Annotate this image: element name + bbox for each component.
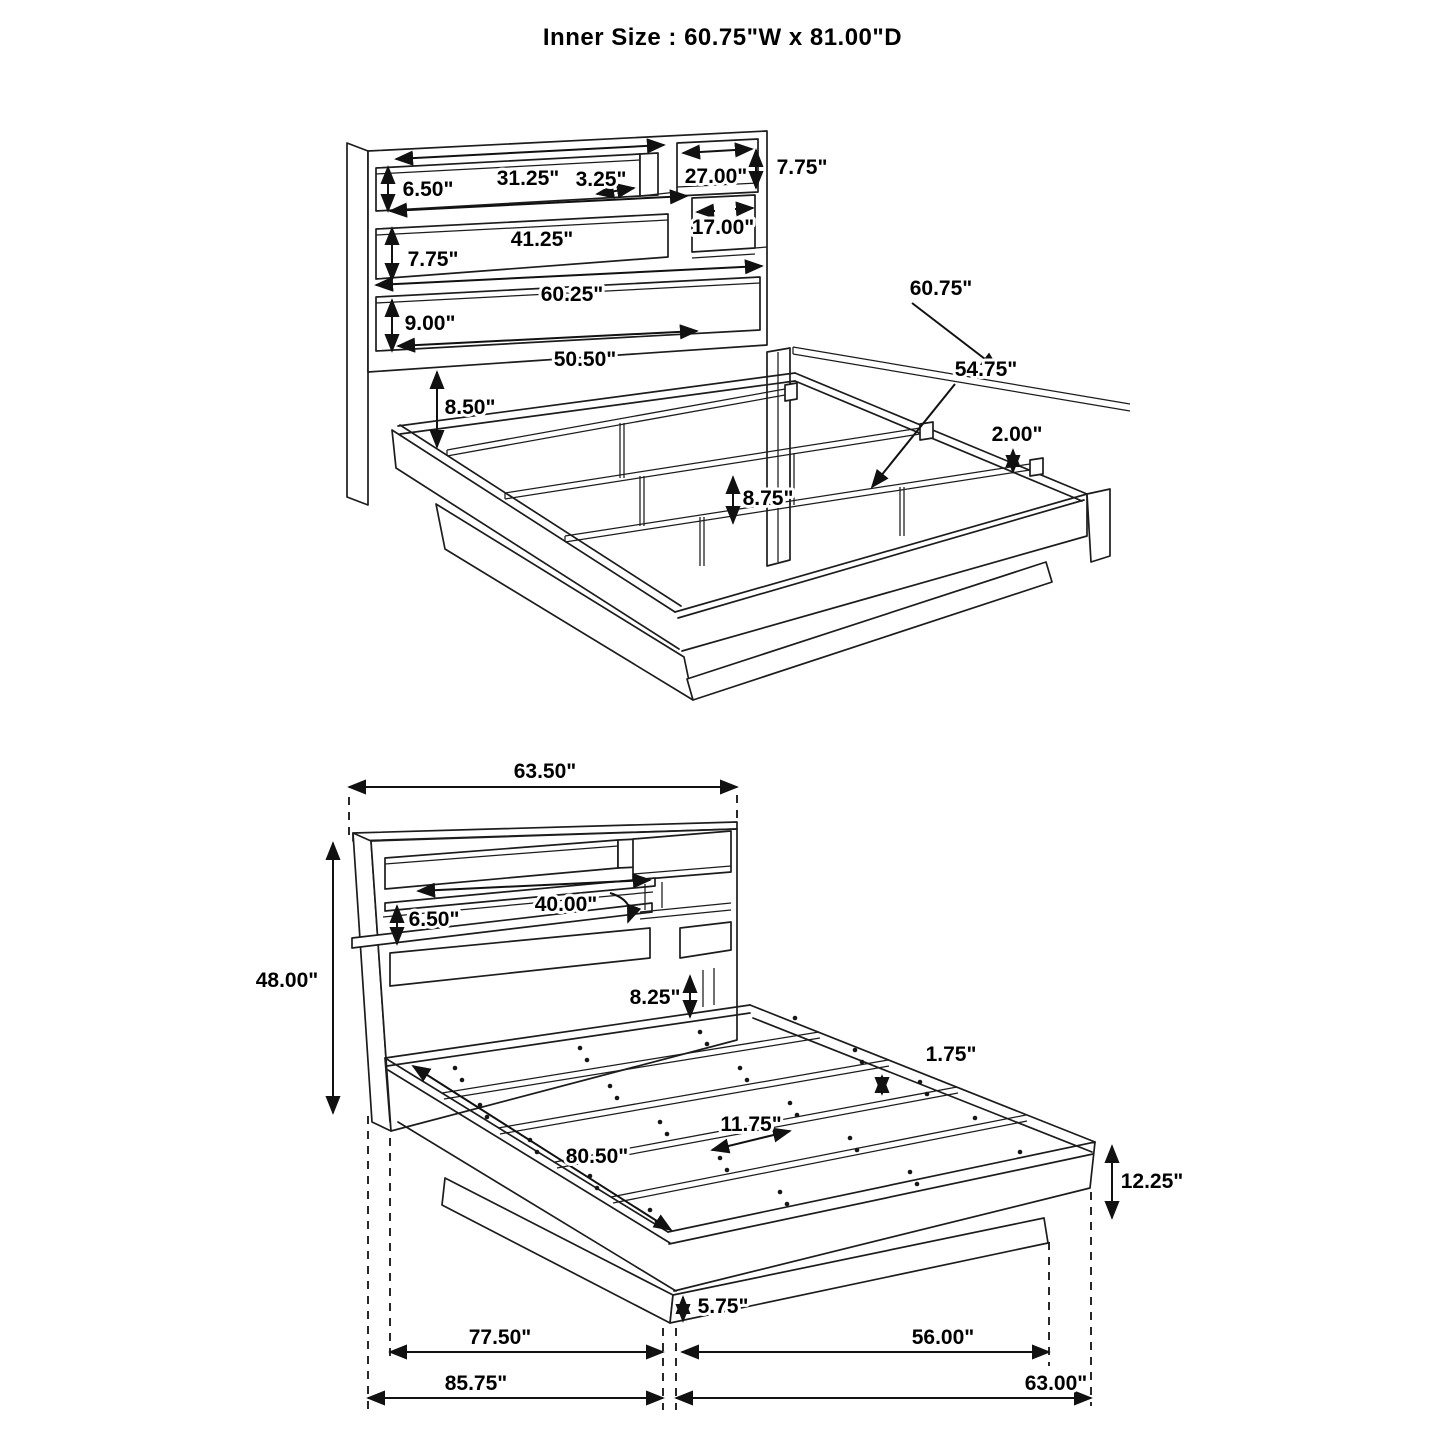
dim-label-overall-length: 85.75" — [444, 1372, 508, 1395]
dim-platform-base-length — [390, 1326, 663, 1352]
dim-side-rail-lip — [882, 1043, 976, 1094]
dim-label-shelf1-width: 31.25" — [496, 167, 560, 190]
dim-label-shelf2-height: 7.75" — [407, 248, 459, 271]
dim-inner-width — [910, 277, 998, 369]
dim-shelf1-divider — [576, 168, 634, 194]
dim-label-inner-width: 60.75" — [909, 277, 973, 300]
dim-label-side-rail-thickness: 2.00" — [991, 423, 1043, 446]
dim-label-support-rail-length: 54.75" — [954, 358, 1018, 381]
dim-label-headboard-gap-height: 8.50" — [444, 396, 496, 419]
dim-label-shelf2-width: 41.25" — [510, 228, 574, 251]
dim-label-shelf1-height: 6.50" — [402, 178, 454, 201]
dim-label-platform-height: 12.25" — [1120, 1170, 1184, 1193]
dim-label-cubby1-height: 7.75" — [776, 156, 828, 179]
dim-label-shelf-opening-height: 6.50" — [408, 908, 460, 931]
dim-overall-length — [368, 1372, 663, 1398]
dim-label-slat-spacing: 11.75" — [720, 1113, 782, 1136]
top-perspective-view — [347, 131, 1130, 700]
dim-label-cubby2-width: 17.00" — [691, 216, 755, 239]
dim-label-headboard-height: 48.00" — [255, 969, 319, 992]
dim-platform-height — [1112, 1146, 1183, 1218]
dim-label-platform-base-length: 77.50" — [468, 1326, 532, 1349]
headboard-structure-bottom — [352, 822, 737, 1131]
bottom-perspective-view — [256, 760, 1184, 1410]
dim-label-headboard-panel-width: 60.25" — [540, 283, 604, 306]
dim-label-headboard-width: 63.50" — [513, 760, 577, 783]
dim-platform-width — [682, 1326, 1049, 1352]
dim-headboard-width — [349, 760, 737, 787]
dim-headboard-height — [256, 843, 333, 1113]
dim-label-platform-length: 80.50" — [565, 1145, 629, 1168]
dim-label-platform-width: 56.00" — [911, 1326, 975, 1349]
dim-headboard-gap-height — [437, 372, 495, 447]
dim-label-overall-width: 63.00" — [1024, 1372, 1088, 1395]
page-title: Inner Size : 60.75"W x 81.00"D — [542, 24, 903, 51]
dim-label-support-rail-height: 8.75" — [742, 487, 794, 510]
dim-label-lower-panel-width: 50.50" — [553, 348, 617, 371]
dim-label-shelf1-divider: 3.25" — [575, 168, 627, 191]
dim-label-headboard-base-height: 8.25" — [629, 986, 681, 1009]
dim-label-cubby1-width: 27.00" — [684, 165, 748, 188]
dim-slat-spacing — [712, 1113, 790, 1150]
dim-label-shelf3-height: 9.00" — [404, 312, 456, 335]
dim-label-side-rail-lip: 1.75" — [925, 1043, 977, 1066]
dim-label-shelf-length: 40.00" — [534, 893, 598, 916]
dim-label-base-height: 5.75" — [697, 1295, 749, 1318]
dim-overall-width — [676, 1372, 1091, 1398]
